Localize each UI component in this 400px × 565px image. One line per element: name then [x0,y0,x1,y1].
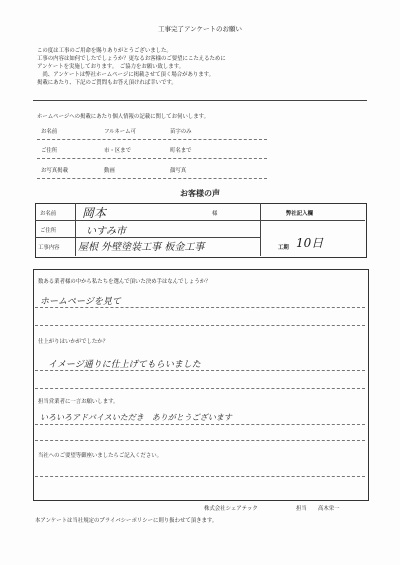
divider [33,100,367,101]
privacy-option[interactable]: 顔写真 [170,168,187,174]
name-value[interactable]: 岡本 [82,206,107,220]
privacy-option[interactable]: 動画 [104,168,115,174]
intro-line-3: アンケートを実施しております。 ご協力をお願い致します。 [37,64,185,70]
office-use-label: 弊社記入欄 [286,211,313,217]
staff-label: 担当 [296,506,307,512]
row-divider [37,139,267,140]
privacy-label-photo: お写真掲載 [41,168,68,174]
privacy-option[interactable]: 苗字のみ [170,129,192,135]
document-title: 工事完了アンケートのお願い [157,25,243,33]
answer-line [35,424,365,425]
privacy-footer: 本アンケートは当社規定のプライバシーポリシーに則り扱わせて頂きます。 [35,518,218,524]
company-name: 株式会社シェアテック [204,506,258,512]
answer-line [35,325,365,326]
answer-line [35,388,365,389]
address-value[interactable]: いすみ市 [86,226,126,237]
privacy-option[interactable]: 市・区まで [104,148,131,154]
work-value[interactable]: 屋根 外壁塗装工事 板金工事 [78,242,205,253]
answer-line [35,307,365,308]
privacy-option[interactable]: フルネーム可 [104,129,136,135]
staff-name: 高木栄一 [318,506,340,512]
honorific: 様 [212,211,218,217]
address-label: ご住所 [40,228,57,234]
voice-heading: お客様の声 [180,189,220,198]
intro-line-2: 工事の内容は如何でしたでしょうか？更なるお客様のご要望にこたえるために [37,56,226,62]
form-col-line [75,203,76,256]
privacy-label-address: ご住所 [41,148,58,154]
answer-3[interactable]: いろいろアドバイスいただき ありがとうございます [40,413,232,422]
intro-line-4: 尚、アンケートは弊社ホームページに掲載させて頂く場合があります。 [37,72,215,78]
question-3: 担当営業者に一言お願いします。 [38,399,119,405]
work-label: 工事内容 [38,245,60,251]
intro-line-1: この度は工事のご用命を賜りありがとうございました。 [37,48,172,54]
publish-question: ホームページへの掲載にあたり個人情報の記載に関してお伺いします。 [37,114,209,120]
answer-line [35,476,365,477]
question-4: 当社へのご要望等御座いましたらご記入ください。 [38,453,162,459]
privacy-label-name: お名前 [41,129,58,135]
row-divider [37,178,267,179]
question-1: 数ある業者様の中から私たちを選んで頂いた決め手はなんでしょうか？ [38,279,211,285]
intro-line-5: 掲載にあたり、下記のご質問もお答え頂ければ幸いです。 [37,80,177,86]
answer-2[interactable]: イメージ通りに仕上げてもらいました [48,360,201,370]
privacy-option[interactable]: 町名まで [170,148,192,154]
form-col-line [260,203,261,256]
question-2: 仕上がりはいかがでしたか？ [38,339,109,345]
name-label: お名前 [40,211,57,217]
answer-1[interactable]: ホームページを見て [40,297,121,307]
row-divider [37,158,267,159]
answer-line [35,440,365,441]
period-label: 工期 [278,245,289,251]
period-value[interactable]: 10日 [296,236,324,250]
answer-line [35,370,365,371]
